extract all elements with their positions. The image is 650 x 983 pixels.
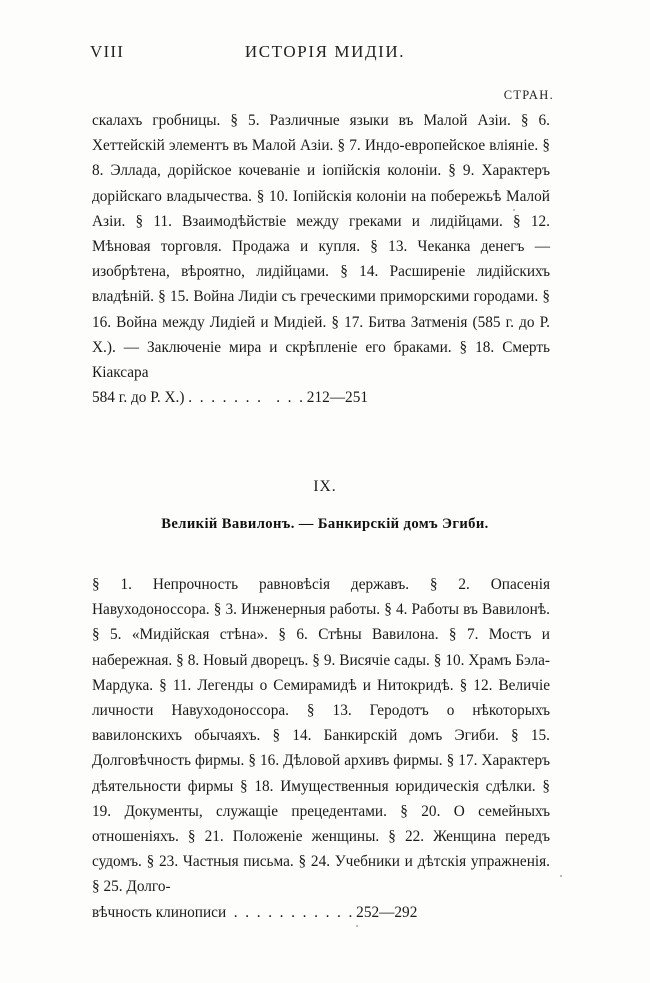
toc-entry xyxy=(92,572,550,925)
running-title: ИСТОРІЯ МИДІИ. xyxy=(244,42,406,61)
paper-speck xyxy=(560,875,562,877)
chapter-title: Великій Вавилонъ. — Банкирскій домъ Эгиби. xyxy=(161,516,489,532)
paper-speck xyxy=(356,925,358,927)
column-header-pages: СТРАН. xyxy=(503,88,554,102)
paper-speck xyxy=(513,209,515,211)
folio-number: VIII xyxy=(90,42,125,61)
page-header xyxy=(0,42,650,66)
toc-entry-lastline: вѣчность клинописи . . . . . . . . . . . 252—292 xyxy=(92,903,418,921)
chapter-number: IX. xyxy=(313,478,337,495)
toc-entry xyxy=(92,108,550,410)
toc-entry-text xyxy=(92,108,550,410)
toc-entry-text xyxy=(92,572,550,925)
toc-entry-body: § 1. Непрочность равновѣсія державъ. § 2. Опасенія Навуходоноссора. § 3. Инженерныя работы. § 4. Работы въ Вавилонѣ. § 5. «Мидійская стѣна». § 6. Стѣны Вавилона. § 7. Мостъ и набережная. § 8. Новый дворецъ. § 9. Висячіе сады. § 10. Храмъ Бэла-Мардука. § 11. Легенды о Семирамидѣ и Нитокридѣ. § 12. Величіе личности Навуходоноссора. § 13. Геродотъ о нѣкоторыхъ вавилонскихъ обычаяхъ. § 14. Банкирскій домъ Эгиби. § 15. Долговѣчность фирмы. § 16. Дѣловой архивъ фирмы. § 17. Характеръ дѣятельности фирмы § 18. Имущественныя юридическія сдѣлки. § 19. Документы, служащіе прецедентами. § 20. О семейныхъ отношеніяхъ. § 21. Положеніе женщины. § 22. Женщина передъ судомъ. § 23. Частныя письма. § 24. Учебники и дѣтскія упражненія. § 25. Долго- xyxy=(92,576,550,896)
toc-entry-lastline: 584 г. до Р. Х.) . . . . . . . . . . 212—251 xyxy=(92,389,368,407)
toc-entry-body: скалахъ гробницы. § 5. Различные языки въ Малой Азіи. § 6. Хеттейскій элементъ въ Малой Азіи. § 7. Индо-европейское вліяніе. § 8. Эллада, дорійское кочеваніе и іопійскія колоніи. § 9. Характеръ дорійскаго владычества. § 10. Іопійскія колоніи на побережьѣ Малой Азіи. § 11. Взаимодѣйствіе между греками и лидійцами. § 12. Мѣновая торговля. Продажа и купля. § 13. Чеканка денегъ — изобрѣтена, вѣроятно, лидійцами. § 14. Расширеніе лидійскихъ владѣній. § 15. Война Лидіи съ греческими приморскими городами. § 16. Война между Лидіей и Мидіей. § 17. Битва Затменія (585 г. до Р. Х.). — Заключеніе мира и скрѣпленіе его браками. § 18. Смерть Кіаксара xyxy=(92,112,550,382)
